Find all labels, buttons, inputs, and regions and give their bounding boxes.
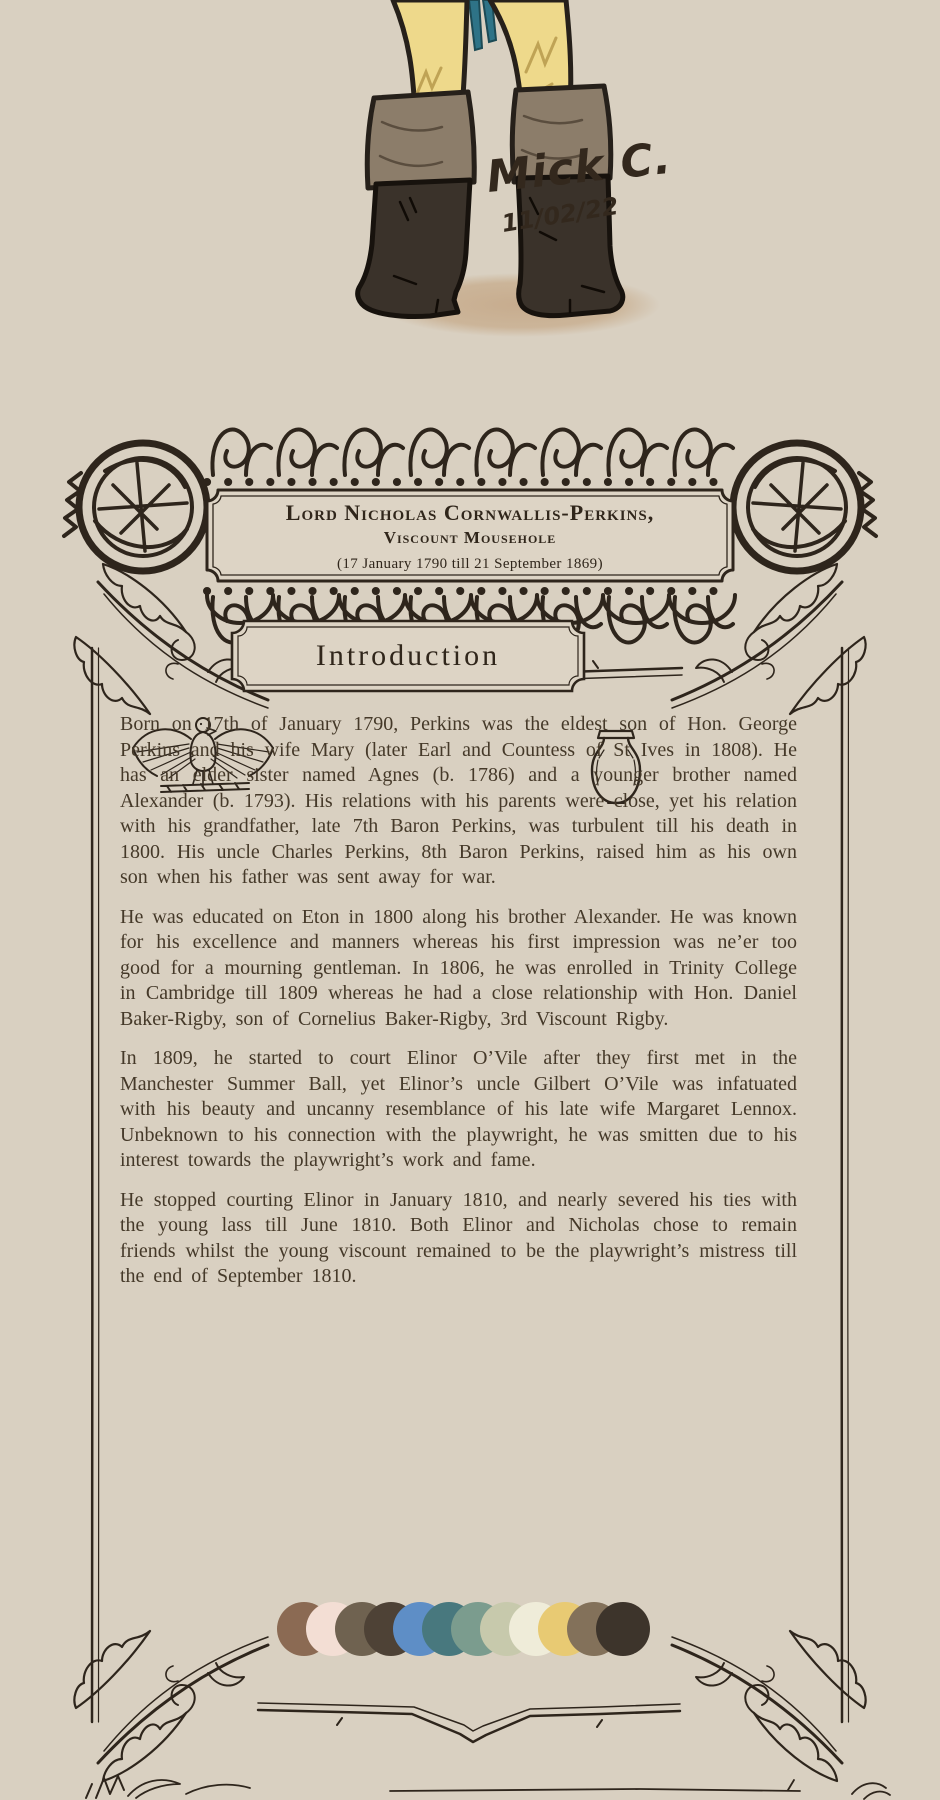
signature-date: 11/02/22 — [499, 191, 621, 238]
color-palette — [277, 1601, 625, 1657]
character-name: Lord Nicholas Cornwallis-Perkins, — [285, 499, 655, 525]
palette-swatch — [596, 1602, 650, 1656]
biography-text — [120, 712, 797, 1304]
biography-paragraph: In 1809, he started to court Elinor O’Vile after they first met in the Manchester Summer Ball, yet Elinor’s uncle Gilbert O’Vile was infatuated with his beauty and uncanny resemblance of his late wife Margaret Lennox. Unbeknown to his connection with the playwright, he was smitten due to his interest towards the playwright’s work and fame. — [120, 1047, 797, 1171]
signature-name: Mick C. — [484, 132, 675, 203]
character-title: Viscount Mousehole — [383, 527, 557, 547]
biography-paragraph: He stopped courting Elinor in January 1810, and nearly severed his ties with the young lass till June 1810. Both Elinor and Nicholas chose to remain friends whilst the young viscount remained to be the playwright’s mistress till the end of September 1810. — [120, 1188, 797, 1287]
section-heading: Introduction — [315, 639, 501, 672]
biography-paragraph: Born on 17th of January 1790, Perkins was the eldest son of Hon. George Perkins and his wife Mary (later Earl and Countess of St Ives in 1808). He has an elder sister named Agnes (b. 1786) and a younger brother named Alexander (b. 1793). His relations with his parents were close, yet his relation with his grandfather, late 7th Baron Perkins, was turbulent till his death in 1800. His uncle Charles Perkins, 8th Baron Perkins, raised him as his own son when his father was sent away for war. — [120, 713, 797, 888]
section-heading-box — [229, 618, 587, 694]
biography-paragraph: He was educated on Eton in 1800 along his brother Alexander. He was known for his excellence and manners whereas his first impression was ne’er too good for a mourning gentleman. In 1806, he was enrolled in Trinity College in Cambridge till 1809 whereas he had a close relationship with Hon. Daniel Baker-Rigby, son of Cornelius Baker-Rigby, 3rd Viscount Rigby. — [120, 905, 797, 1030]
character-lifespan: (17 January 1790 till 21 September 1869) — [337, 555, 603, 572]
next-section-edge-sketch — [0, 1768, 940, 1800]
